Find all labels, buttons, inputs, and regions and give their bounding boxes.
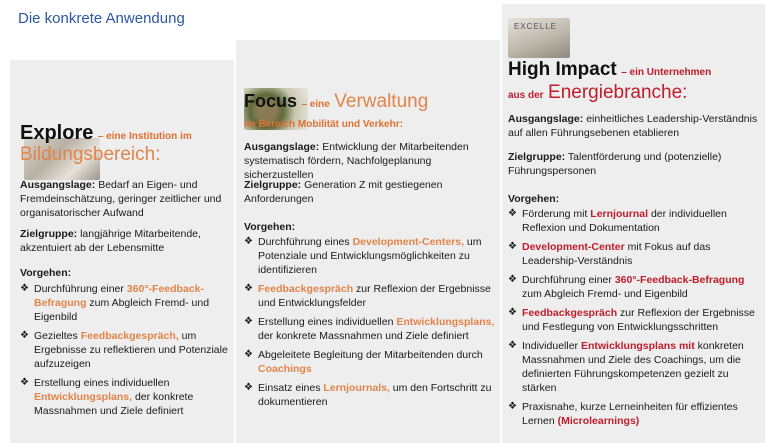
- column-title: High Impact: [508, 59, 617, 80]
- diamond-bullet-icon: ❖: [20, 330, 29, 341]
- column-subtitle-line2: aus der: [508, 90, 544, 101]
- diamond-bullet-icon: ❖: [244, 283, 253, 294]
- list-item: ❖ Erstellung eines individuellen Entwicklungsplans, der konkrete Massnahmen und Ziele definiert: [20, 377, 194, 417]
- page-title: Die konkrete Anwendung: [18, 10, 185, 27]
- column-subtitle: – eine: [301, 99, 330, 110]
- column-subtitle: – eine Institution im: [97, 131, 192, 142]
- situation-text: Bedarf an Eigen- und Fremdeinschätzung, geringer zeitlicher und organisatorischer Aufwand: [20, 179, 222, 219]
- situation-block: [508, 112, 760, 140]
- list-item: ❖ Durchführung einer 360°-Feedback-Befragung zum Abgleich Fremd- und Eigenbild: [508, 274, 745, 300]
- column-title-block: [20, 124, 230, 165]
- diamond-bullet-icon: ❖: [508, 401, 517, 412]
- column-high-impact: [502, 4, 765, 443]
- column-focus: [236, 40, 500, 443]
- approach-label: Vorgehen:: [508, 193, 560, 205]
- diamond-bullet-icon: ❖: [508, 208, 517, 219]
- column-title: Explore: [20, 122, 94, 144]
- column-subtitle: – ein Unternehmen: [621, 67, 712, 78]
- excellence-photo: EXCELLE: [508, 18, 570, 58]
- approach-label: Vorgehen:: [20, 267, 72, 279]
- target-text: Generation Z mit gestiegenen Anforderungen: [244, 179, 443, 205]
- list-item: ❖ Förderung mit Lernjournal der individuellen Reflexion und Dokumentation: [508, 208, 727, 234]
- situation-label: Ausgangslage:: [20, 179, 96, 191]
- target-label: Zielgruppe:: [508, 151, 566, 163]
- target-block: [20, 227, 226, 255]
- target-block: [244, 178, 496, 206]
- list-item: ❖ Abgeleitete Begleitung der Mitarbeitenden durch Coachings: [244, 349, 483, 375]
- column-subtitle-big: Verwaltung: [334, 91, 429, 112]
- situation-text: Entwicklung der Mitarbeitenden systematisch fördern, Nachfolgeplanung sicherzustellen: [244, 141, 469, 181]
- situation-block: [20, 178, 226, 220]
- diamond-bullet-icon: ❖: [20, 377, 29, 388]
- approach-list: [20, 282, 228, 423]
- list-item: ❖ Durchführung einer 360°-Feedback-Befragung zum Abgleich Fremd- und Eigenbild: [20, 283, 210, 323]
- diamond-bullet-icon: ❖: [20, 283, 29, 294]
- situation-text: einheitliches Leadership-Verständnis auf allen Führungsebenen etablieren: [508, 113, 758, 139]
- column-title: Focus: [244, 91, 298, 111]
- list-item: ❖ Einsatz eines Lernjournals, um den Fortschritt zu dokumentieren: [244, 382, 492, 408]
- target-label: Zielgruppe:: [20, 228, 78, 240]
- situation-block: [244, 140, 496, 182]
- approach-list: [508, 207, 760, 433]
- list-item: ❖ Development-Center mit Fokus auf das Leadership-Verständnis: [508, 241, 711, 267]
- list-item: ❖ Durchführung eines Development-Centers, um Potenziale und Entwicklungsmöglichkeiten zu identifizieren: [244, 236, 482, 276]
- diamond-bullet-icon: ❖: [244, 382, 253, 393]
- approach-label: Vorgehen:: [244, 221, 296, 233]
- list-item: ❖ Individueller Entwicklungsplans mit konkreten Massnahmen und Ziele des Coachings, um die definierten Führungskompetenzen gezielt zu stärken: [508, 340, 744, 394]
- situation-label: Ausgangslage:: [508, 113, 584, 125]
- list-item: ❖ Gezieltes Feedbackgespräch, um Ergebnisse zu reflektieren und Potenziale aufzuzeigen: [20, 330, 228, 370]
- list-item: ❖ Praxisnahe, kurze Lerneinheiten für effizientes Lernen (Microlearnings): [508, 401, 738, 427]
- column-title-block: [244, 92, 500, 134]
- list-item: ❖ Feedbackgespräch zur Reflexion der Ergebnisse und Festlegung von Entwicklungsschritten: [508, 307, 755, 333]
- diamond-bullet-icon: ❖: [244, 316, 253, 327]
- diamond-bullet-icon: ❖: [244, 236, 253, 247]
- diamond-bullet-icon: ❖: [244, 349, 253, 360]
- list-item: ❖ Feedbackgespräch zur Reflexion der Ergebnisse und Entwicklungsfelder: [244, 283, 491, 309]
- target-text: langjährige Mitarbeitende, akzentuiert ab der Lebensmitte: [20, 228, 201, 254]
- column-subtitle-big: Energiebranche:: [548, 82, 688, 103]
- list-item: ❖ Erstellung eines individuellen Entwicklungsplans, der konkrete Massnahmen und Ziele definiert: [244, 316, 495, 342]
- column-subtitle-big: Bildungsbereich:: [20, 144, 161, 165]
- approach-list: [244, 235, 496, 414]
- target-label: Zielgruppe:: [244, 179, 302, 191]
- diamond-bullet-icon: ❖: [508, 340, 517, 351]
- diamond-bullet-icon: ❖: [508, 241, 517, 252]
- column-title-block: [508, 60, 763, 106]
- diamond-bullet-icon: ❖: [508, 307, 517, 318]
- column-subtitle-line2: im Bereich Mobilität und Verkehr:: [244, 119, 403, 130]
- column-explore: [10, 60, 234, 443]
- target-block: [508, 150, 760, 178]
- diamond-bullet-icon: ❖: [508, 274, 517, 285]
- situation-label: Ausgangslage:: [244, 141, 320, 153]
- target-text: Talentförderung und (potenzielle) Führungspersonen: [508, 151, 722, 177]
